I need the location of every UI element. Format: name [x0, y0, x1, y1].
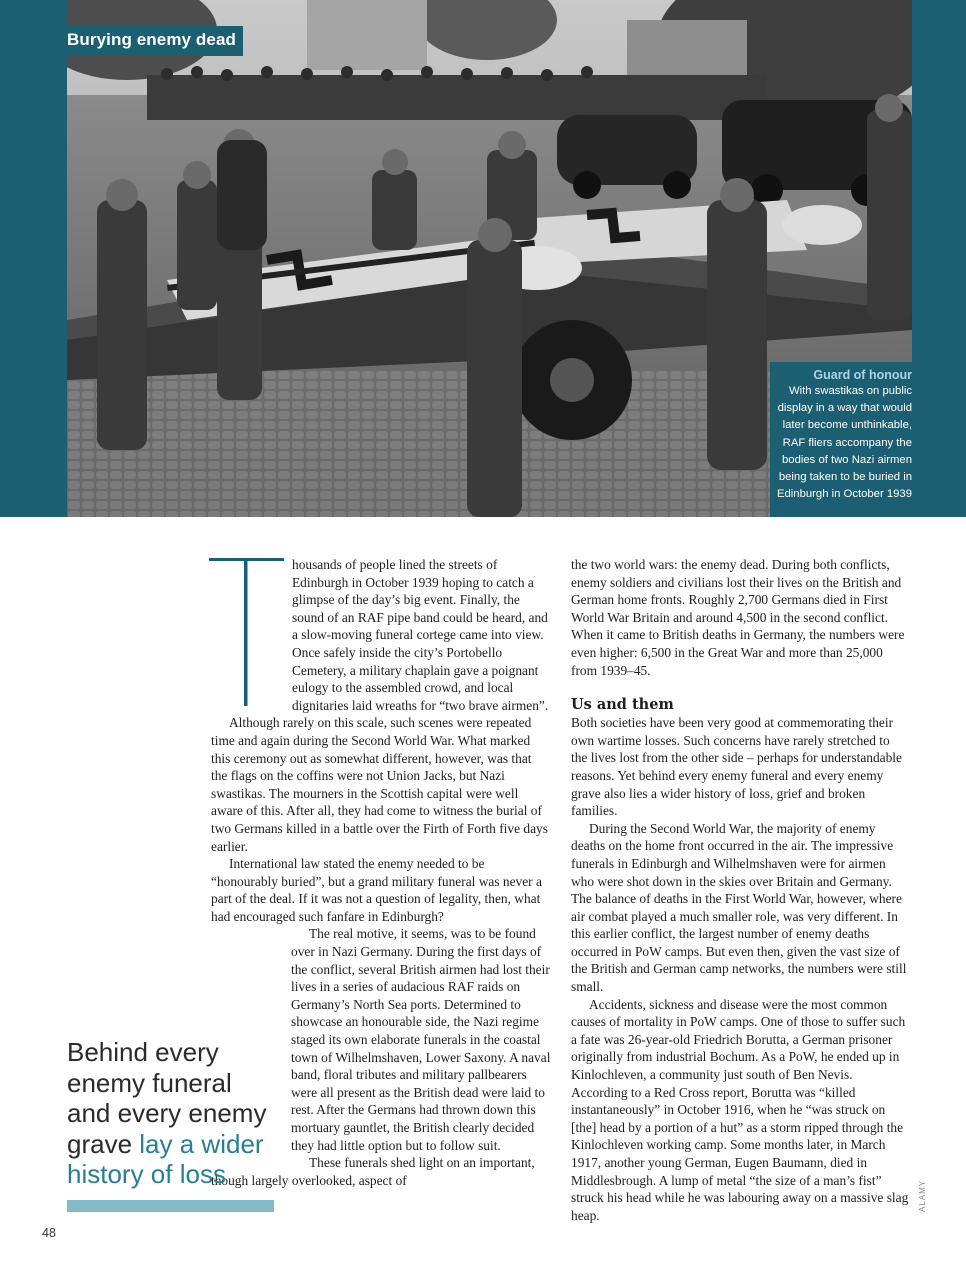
photo-caption	[770, 362, 920, 517]
body-paragraph: Both societies have been very good at commemorating their own wartime losses. Such concerns have rarely stretched to the lives lost from the other side – perhaps for understandable reasons. Yet behind every enemy funeral and every enemy grave also lies a wider history of loss, grief and broken families.	[571, 715, 902, 819]
body-paragraph: These funerals shed light on an important, though largely overlooked, aspect of	[211, 1155, 535, 1188]
dropcap-text	[209, 706, 210, 707]
pull-quote-accent: lay a wider history of loss	[67, 1128, 264, 1189]
pull-quote	[67, 1037, 282, 1190]
body-paragraph: the two world wars: the enemy dead. During both conflicts, enemy soldiers and civilians lost their lives on the British and German home fronts. Roughly 2,700 Germans died in First World War Britain and around 4,500 in the second conflict. When it came to British deaths in Germany, the numbers were even higher: 6,500 in the Great War and more than 25,000 from 1939–45.	[571, 557, 905, 678]
body-paragraph: Although rarely on this scale, such scenes were repeated time and again during the Second World War. What marked this ceremony out as somewhat different, however, was that the flags on the coffins were not Union Jacks, but Nazi swastikas. The mourners in the Scottish capital were well aware of this. After all, they had come to witness the burial of two Germans killed in a battle over the Firth of Forth five days earlier.	[211, 715, 548, 854]
caption-body: With swastikas on public display in a way that would later become unthinkable, RAF fliers accompany the bodies of two Nazi airmen being taken to be buried in Edinburgh in October 1939	[776, 385, 912, 501]
dropcap	[209, 556, 284, 706]
subheading: Us and them	[571, 696, 674, 714]
body-paragraph: During the Second World War, the majority of enemy deaths on the home front occurred in the air. The impressive funerals in Edinburgh and Wilhelmshaven were for airmen who were shot down in the skies over Britain and Germany. The balance of deaths in the First World War, however, where air combat played a much smaller role, was very different. In this earlier conflict, the largest number of enemy deaths occurred in PoW camps. But even then, given the vast size of the British and German camp networks, the numbers were still small.	[571, 820, 907, 995]
caption-title: Guard of honour	[813, 368, 912, 382]
section-label: Burying enemy dead	[60, 26, 243, 56]
page-number: 48	[42, 1226, 56, 1240]
pull-quote-bar	[67, 1200, 274, 1212]
dropcap-letter-t	[209, 556, 284, 706]
body-paragraph: International law stated the enemy needed to be “honourably buried”, but a grand military funeral was never a part of the deal. If it was not a question of legality, then, what had encouraged such fanfare in Edinburgh?	[211, 856, 542, 924]
body-paragraph: Accidents, sickness and disease were the most common causes of mortality in PoW camps. One of those to suffer such a fate was 26-year-old Friedrich Borutta, a German prisoner originally from industrial Bochum. As a PoW, he ended up in Kinlochleven, a community just south of Ben Nevis. According to a Red Cross report, Borutta was “killed instantaneously” in October 1916, when he “was struck on [the] head by a portion of a hut” as a storm ripped through the Kinlochleven working camp. Some months later, in March 1917, another young German, Eugen Baumann, died in Middlesbrough. A lump of metal “the size of a man’s fist” struck his head while he was labouring away on a massive slag heap.	[571, 996, 909, 1223]
photo-credit: ALAMY	[918, 1179, 927, 1212]
body-paragraph: The real motive, it seems, was to be found over in Nazi Germany. During the first days of the conflict, several British airmen had lost their lives in a series of audacious RAF raids on Germany’s North Sea ports. Determined to showcase an honourable side, the Nazi regime staged its own elaborate funerals in the coastal town of Wilhelmshaven, Lower Saxony. A naval band, floral tributes and military pallbearers were all present as the British dead were laid to rest. After the Germans had thrown down this mortuary gauntlet, the British clearly decided they had little option but to follow suit.	[291, 926, 551, 1153]
body-paragraph: housands of people lined the streets of Edinburgh in October 1939 hoping to catch a glimpse of the day’s big event. Finally, the sound of an RAF pipe band could be heard, and a slow-moving funeral cortege came into view. Once safely inside the city’s Portobello Cemetery, a military chaplain gave a poignant eulogy to the assembled crowd, and local dignitaries laid wreaths for “two brave airmen”.	[292, 557, 549, 713]
article-column-2	[571, 556, 909, 1224]
pull-quote-text: Behind every enemy funeral and every enemy grave	[67, 1037, 267, 1159]
